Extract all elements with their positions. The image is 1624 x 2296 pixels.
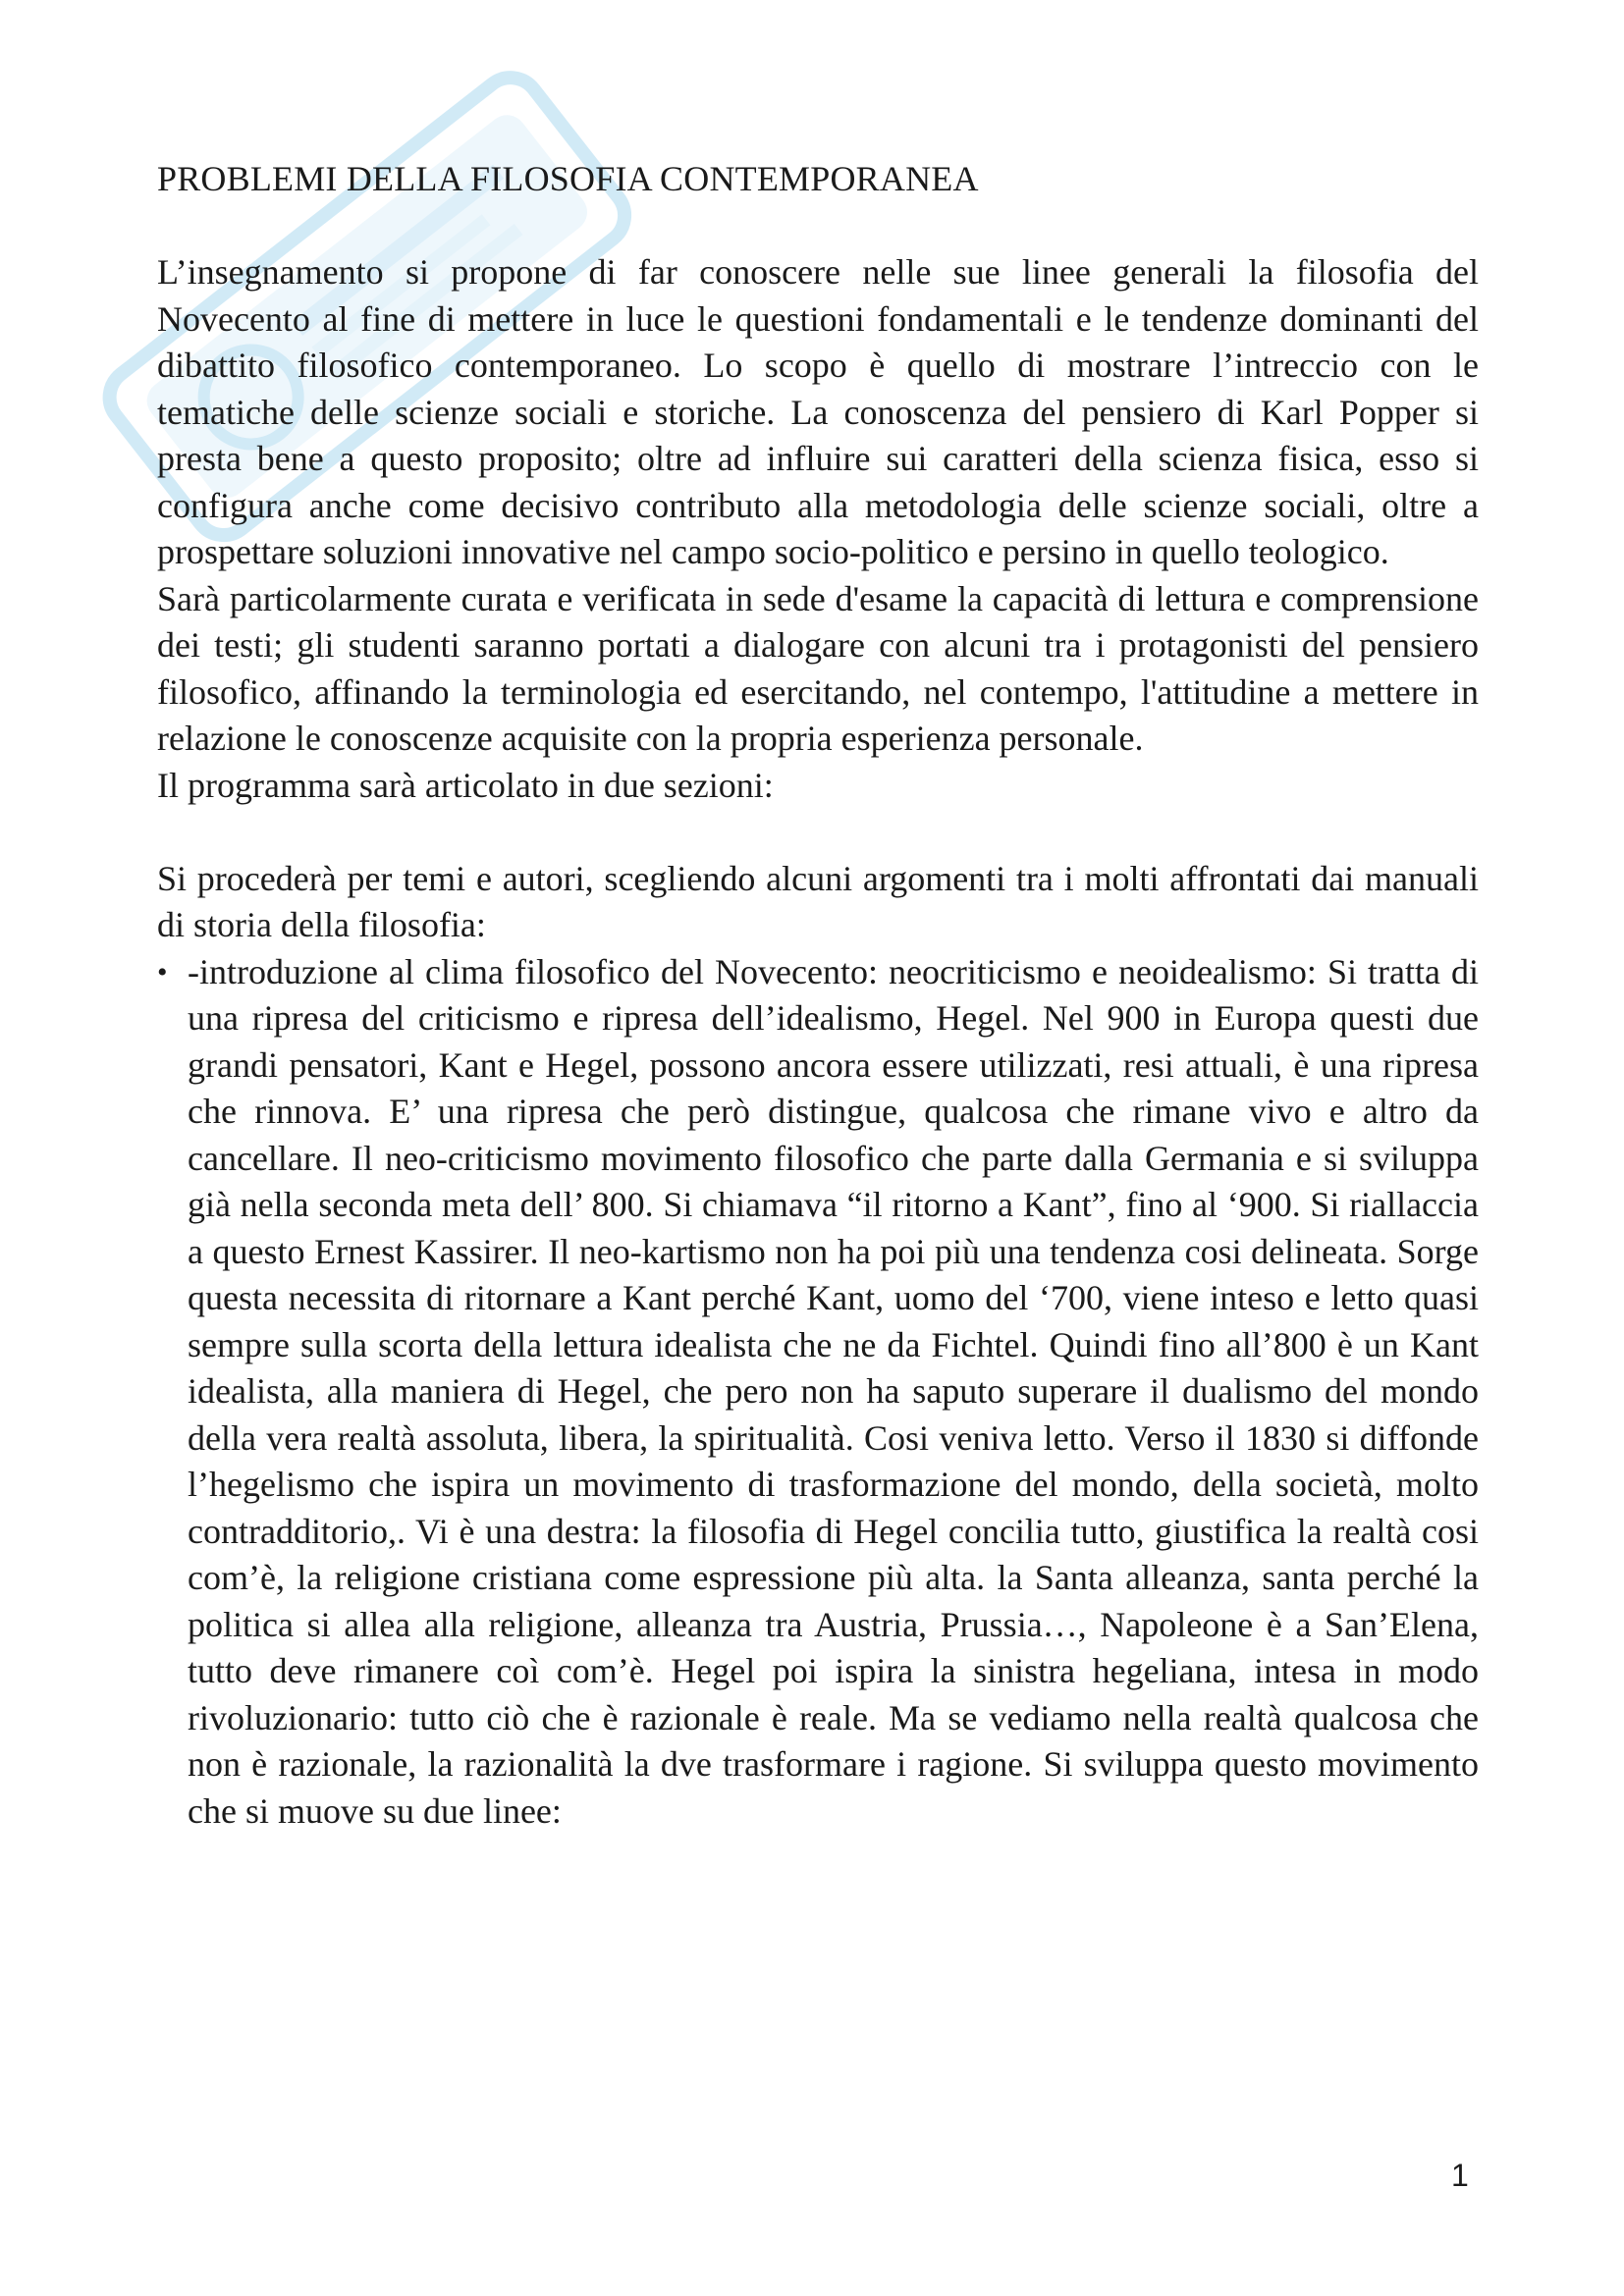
testi-paragraph: Sarà particolarmente curata e verificata in sede d'esame la capacità di lettura e comprensione dei testi; gli studenti saranno portati a dialogare con alcuni tra i protagonisti del pensiero filosofico, affinando la terminologia ed esercitando, nel contempo, l'attitudine a mettere in relazione le conoscenze acquisite con la propria esperienza personale.	[157, 578, 1479, 758]
page-content	[157, 155, 1479, 1835]
list-item-text: -introduzione al clima filosofico del Novecento: neocriticismo e neoidealismo: Si tratta di una ripresa del criticismo e ripresa dell’idealismo, Hegel. Nel 900 in Europa questi due grandi pensatori, Kant e Hegel, possono ancora essere utilizzati, resi attuali, è una ripresa che rinnova. E’ una ripresa che però distingue, qualcosa che rimane vivo e altro da cancellare. Il neo-criticismo movimento filosofico che parte dalla Germania e si sviluppa già nella seconda meta dell’ 800. Si chiamava “il ritorno a Kant”, fino al ‘900. Si riallaccia a questo Ernest Kassirer. Il neo-kartismo non ha poi più una tendenza cosi delineata. Sorge questa necessita di ritornare a Kant perché Kant, uomo del ‘700, viene inteso e letto quasi sempre sulla scorta della lettura idealista che ne da Fichtel. Quindi fino all’800 è un Kant idealista, alla maniera di Hegel, che pero non ha saputo superare il dualismo del mondo della vera realtà assoluta, libera, la spiritualità. Cosi veniva letto. Verso il 1830 si diffonde l’hegelismo che ispira un movimento di trasformazione del mondo, della società, molto contradditorio,. Vi è una destra: la filosofia di Hegel concilia tutto, giustifica la realtà cosi com’è, la religione cristiana come espressione più alta. la Santa alleanza, santa perché la politica si allea alla religione, alleanza tra Austria, Prussia…, Napoleone è a San’Elena, tutto deve rimanere coì com’è. Hegel poi ispira la sinistra hegeliana, intesa in modo rivoluzionario: tutto ciò che è razionale è reale. Ma se vediamo nella realtà qualcosa che non è razionale, la razionalità la dve trasformare i ragione. Si sviluppa questo movimento che si muove su due linee:	[188, 951, 1479, 1831]
bullet-icon: •	[157, 955, 168, 988]
document-title: PROBLEMI DELLA FILOSOFIA CONTEMPORANEA	[157, 159, 979, 198]
page-number: 1	[1451, 2158, 1469, 2193]
blank-line	[157, 809, 1479, 856]
intro-paragraph: L’insegnamento si propone di far conoscere nelle sue linee generali la filosofia del Novecento al fine di mettere in luce le questioni fondamentali e le tendenze dominanti del dibattito filosofico contemporaneo. Lo scopo è quello di mostrare l’intreccio con le tematiche delle scienze sociali e storiche. La conoscenza del pensiero di Karl Popper si presta bene a questo proposito; oltre ad influire sui caratteri della scienza fisica, esso si configura anche come decisivo contributo alla metodologia delle scienze sociali, oltre a prospettare soluzioni innovative nel campo socio-politico e persino in quello teologico.	[157, 252, 1479, 571]
list-item	[157, 949, 1479, 1836]
temi-paragraph: Si procederà per temi e autori, scegliendo alcuni argomenti tra i molti affrontati dai manuali di storia della filosofia:	[157, 858, 1479, 944]
topic-list	[157, 949, 1479, 1836]
programma-paragraph: Il programma sarà articolato in due sezioni:	[157, 765, 774, 805]
